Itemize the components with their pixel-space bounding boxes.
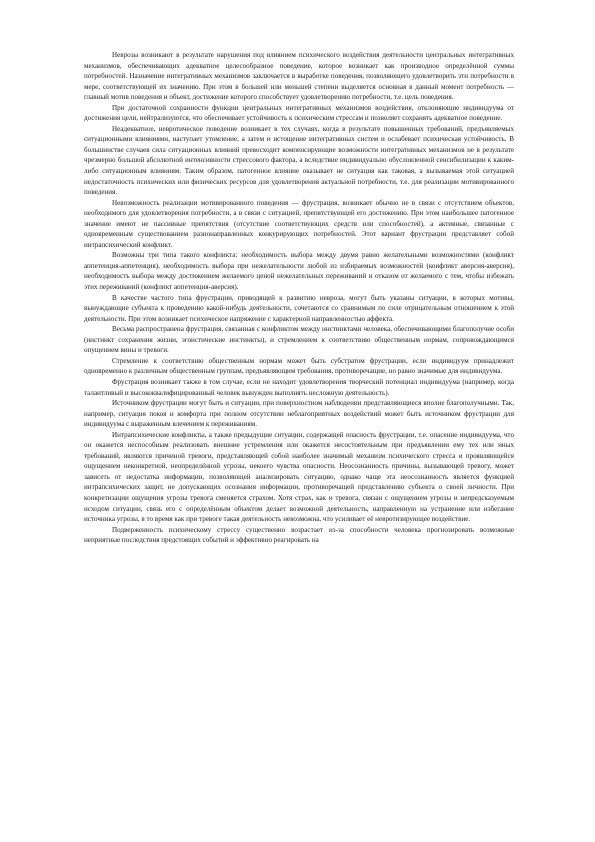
- document-page: [84, 50, 514, 546]
- paragraph: Фрустрация возникает также в том случае, если не находит удовлетворения творческий потенциал индивидуума (например, когда талантливый и высококвалифицированный человек вынужден выполнять несложную деятельность).: [84, 377, 514, 397]
- paragraph: Подверженность психическому стрессу существенно возрастает из-за способности человека прогнозировать возможные неприятные последствия предстоящих событий и эффективно реагировать на: [84, 525, 514, 545]
- paragraph: Источником фрустрации могут быть и ситуации, при поверхностном наблюдении представляющиеся вполне благополучными. Так, например, ситуация покоя и комфорта при полном отсутствии неблагоприятных воздействий может быть источником фрустрации для индивидуума с выраженным влечением к переживаниям.: [84, 399, 514, 429]
- paragraph: Возможны три типа такого конфликта: необходимость выбора между двумя равно желательными возможностями (конфликт аппетенция-аппетенция), необходимость выбора при нежелательности любой из избираемых возможностей (конфликт аверсия-аверсия), необходимость выбора между достижением желаемого ценой нежелательных переживаний и отказом от желаемого с тем, чтобы избежать этих переживаний (конфликт аппетенция-аверсия).: [84, 251, 514, 292]
- paragraph: Стремление к соответствию общественным нормам может быть субстратом фрустрации, если индивидуум принадлежит одновременно к различным общественным группам, предъявляющим требования, противоречащие, но равно значимые для индивидуума.: [84, 356, 514, 376]
- paragraph: Весьма распространена фрустрация, связанная с конфликтом между инстинктами человека, обеспечивающими благополучие особи (инстинкт сохранения жизни, эгоистические инстинкты), и стремлением к соответствию общественным нормам, сопровождающимся опущением вины и тревоги.: [84, 325, 514, 355]
- paragraph: Неврозы возникают в результате нарушения под влиянием психического воздействия деятельности центральных интегративных механизмов, обеспечивающих адекватное целесообразное поведение, которое возникает как производное определённой суммы потребностей. Назначение интегративных механизмов заключается в выработке поведения, позволяющего удовлетворить эти потребности в мере, соответствующей их значению. При этом в большей или меньшей степени выделяется основная в данный момент потребность — главный мотив поведения и объект, достижение которого способствует удовлетворению потребности, т.е. цель поведения.: [84, 51, 514, 102]
- paragraph: В качестве частого типа фрустрации, приводящей к развитию невроза, могут быть указаны ситуации, в которых мотивы, вынуждающие субъекта к проведению какой-нибудь деятельности, сочетаются со сравнимым по силе отрицательным отношением к этой деятельности. При этом возникает психическое напряжение с характерной направленностью аффекта.: [84, 293, 514, 323]
- paragraph: Интрапсихические конфликты, а также предыдущие ситуации, содержащей опасность фрустрации, т.е. опасение индивидуума, что он окажется неспособным реализовать внешние устремления или окажется несостоятельным при предъявлении ему тех или иных требований, являются причиной тревоги, представляющей собой наиболее значимый механизм психического стресса и проявляющейся ощущением неконкретной, неопределённой угрозы, некоего чувства опасности. Неосознанность причины, вызывающей тревогу, может зависеть от недостатка информации, позволяющей анализировать ситуацию, однако чаще эта неосознанность является функцией интрапсихических защит, не допускающих осознания информации, противоречащей представлению субъекта о своей личности. При конкретизации ощущения угрозы тревога сменяется страхом. Хотя страх, как и тревога, связан с ощущением угрозы и непредсказуемым исходом ситуации, связь его с определённым объектом делает возможной деятельность, направленную на устранение или избегание источника угрозы, в то время как при тревоге такая деятельность невозможна, что усиливает её невротизирующее воздействие.: [84, 430, 514, 524]
- paragraph: Неадекватное, невротическое поведение возникает в тех случаях, когда в результате повышенных требований, предъявляемых ситуационными влияниями, наступает утомление, а затем и истощение интегративных систем и ослабевает психическая устойчивость. В большинстве случаев сила ситуационных влияний превосходит компенсирующие возможности интегративных механизмов не в результате чрезмерно большой абсолютной интенсивности стрессового фактора, а вследствие индивидуально обусловленной сенсибилизации к каким-либо ситуационным влияниям. Таким образом, патогенное влияние оказывает не ситуация как таковая, а вызываемая этой ситуацией недостаточность психических или физических ресурсов для удовлетворения актуальной потребности, т.е. для реализации мотивированного поведения.: [84, 124, 514, 197]
- paragraph: Невозможность реализации мотивированного поведения — фрустрация, возникает обычно не в связи с отсутствием объектов, необходимого для удовлетворения потребности, а в связи с ситуацией, препятствующей его достижению. При этом наибольшее патогенное значение имеют не пассивные препятствия (отсутствие соответствующих средств или способностей), а активные, связанные с одновременным существованием разнонаправленных конкурирующих потребностей. Этот вариант фрустрации представляет собой интрапсихический конфликт.: [84, 198, 514, 249]
- paragraph: При достаточной сохранности функции центральных интегративных механизмов воздействия, отклоняющие индивидуума от достижения цели, нейтрализуются, что обеспечивает устойчивость к психическим стрессам и позволяет сохранять адекватное поведение.: [84, 103, 514, 123]
